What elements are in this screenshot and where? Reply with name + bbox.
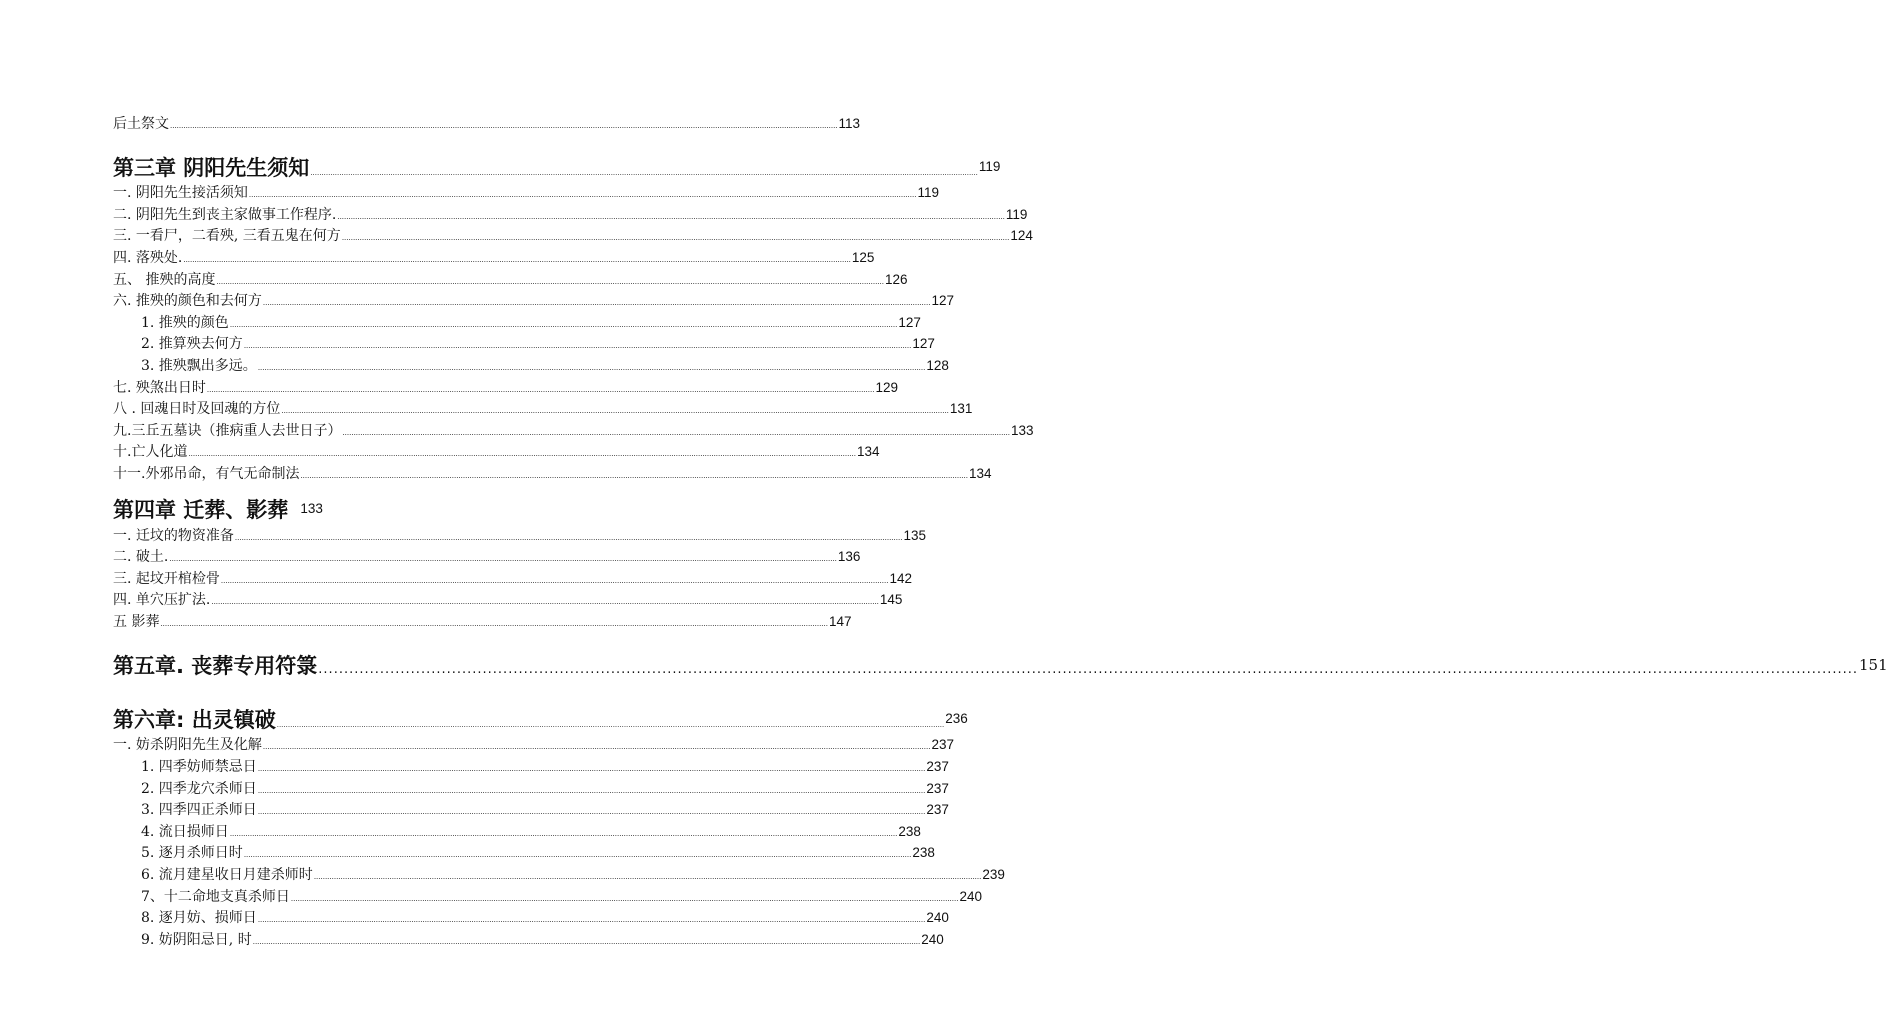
leader-dots: ............................................................................................................................................................................................................................................................................................................ bbox=[257, 916, 926, 925]
toc-entry-page: 113 bbox=[838, 115, 861, 131]
toc-entry-title: 八 . 回魂日时及回魂的方位 bbox=[113, 401, 281, 418]
toc-entry-page: 124 bbox=[1010, 228, 1033, 244]
toc-entry-page: 119 bbox=[1005, 206, 1028, 222]
toc-subentry-title: 2. 四季龙穴杀师日 bbox=[141, 780, 257, 797]
toc-entry-title: 十.亡人化道 bbox=[113, 444, 188, 461]
toc-entry-title: 一. 阴阳先生接活须知 bbox=[113, 185, 248, 202]
leader-dots: ............................................................................................................................................................................................................................................................................................................ bbox=[160, 619, 828, 628]
toc-subentry-title: 4. 流日损师日 bbox=[141, 823, 229, 840]
toc-subentry bbox=[113, 819, 921, 841]
chapter-heading bbox=[113, 639, 1888, 679]
leader-dots: ............................................................................................................................................................................................................................................................................................................ bbox=[252, 937, 921, 946]
toc-subentry bbox=[113, 310, 921, 332]
leader-dots: ............................................................................................................................................................................................................................................................................................................ bbox=[257, 765, 926, 774]
toc-entry bbox=[113, 245, 875, 267]
leader-dots: ............................................................................................................................................................................................................................................................................................................ bbox=[170, 121, 838, 130]
leader-dots: ............................................................................................................................................................................................................................................................................................................ bbox=[310, 168, 978, 177]
toc-entry-page: 135 bbox=[903, 527, 926, 543]
chapter-title: 第五章. 丧葬专用符箓 bbox=[113, 653, 318, 678]
leader-dots: ............................................................................................................................................................................................................................................................................................................ bbox=[188, 450, 856, 459]
toc-subentry bbox=[113, 862, 1005, 884]
leader-dots: ............................................................................................................................................................................................................................................................................................................ bbox=[276, 720, 945, 729]
toc-entry-title: 四. 单穴压扩法. bbox=[113, 592, 211, 609]
chapter-page: 236 bbox=[945, 710, 968, 726]
leader-dots: ............................................................................................................................................................................................................................................................................................................ bbox=[257, 363, 926, 372]
toc-entry-page: 126 bbox=[884, 271, 908, 287]
leader-dots: ............................................................................................................................................................................................................................................................................................................ bbox=[243, 851, 912, 860]
toc-subentry-title: 3. 四季四正杀师日 bbox=[141, 802, 257, 819]
toc-entry-page: 145 bbox=[879, 592, 903, 608]
leader-dots: ............................................................................................................................................................................................................................................................................................................ bbox=[229, 320, 898, 329]
leader-dots: ............................................................................................................................................................................................................................................................................................................ bbox=[229, 829, 898, 838]
toc-entry-title: 九.三丘五墓诀（推病重人去世日子） bbox=[113, 422, 342, 439]
toc-subentry-page: 240 bbox=[959, 888, 982, 904]
toc-entry-page: 136 bbox=[837, 549, 861, 565]
toc-entry bbox=[113, 609, 852, 631]
toc-entry bbox=[113, 202, 1028, 224]
toc-entry-page: 133 bbox=[1010, 422, 1034, 438]
toc-entry bbox=[113, 224, 1033, 246]
toc-subentry-page: 128 bbox=[926, 357, 949, 373]
leader-dots: ............................................................................................................................................................................................................................................................................................................ bbox=[248, 191, 917, 200]
toc-entry bbox=[113, 461, 992, 483]
toc-entry bbox=[113, 397, 973, 419]
toc-entry-title: 四. 落殃处. bbox=[113, 249, 183, 266]
toc-entry bbox=[113, 588, 903, 610]
chapter-page: 133 bbox=[300, 500, 323, 516]
leader-dots: ............................................................................................................................................................................................................................................................................................................ bbox=[313, 873, 982, 882]
toc-subentry-page: 238 bbox=[898, 823, 921, 839]
toc-subentry-title: 1. 四季妨师禁忌日 bbox=[141, 759, 257, 776]
toc-entry-page: 119 bbox=[917, 185, 939, 201]
toc-entry bbox=[113, 418, 1034, 440]
toc-subentry-page: 239 bbox=[982, 867, 1005, 883]
toc-entry bbox=[113, 111, 861, 133]
leader-dots: ............................................................................................................................................................................................................................................................................................................ bbox=[337, 212, 1005, 221]
leader-dots: ............................................................................................................................................................................................................................................................................................................ bbox=[206, 385, 875, 394]
toc-entry-page: 125 bbox=[851, 249, 875, 265]
leader-dots: ............................................................................................................................................................................................................................................................................................................ bbox=[243, 342, 912, 351]
toc-entry-page: 147 bbox=[828, 613, 852, 629]
toc-entry bbox=[113, 181, 939, 203]
toc-subentry bbox=[113, 927, 944, 949]
toc-subentry bbox=[113, 776, 949, 798]
toc-entry bbox=[113, 267, 908, 289]
toc-entry-title: 三. 一看尸，二看殃, 三看五鬼在何方 bbox=[113, 228, 341, 245]
chapter-title: 第四章 迁葬、影葬 bbox=[113, 497, 289, 522]
leader-dots: ............................................................................................................................................................................................................................................................................................................ bbox=[318, 661, 1858, 677]
toc-subentry bbox=[113, 841, 935, 863]
leader-dots: ............................................................................................................................................................................................................................................................................................................ bbox=[183, 255, 851, 264]
toc-subentry bbox=[113, 353, 949, 375]
toc-subentry-page: 237 bbox=[926, 759, 949, 775]
leader-dots: ............................................................................................................................................................................................................................................................................................................ bbox=[216, 277, 884, 286]
toc-entry-page: 134 bbox=[968, 465, 992, 481]
toc-subentry bbox=[113, 332, 935, 354]
chapter-title: 第六章: 出灵镇破 bbox=[113, 707, 276, 732]
toc-entry-page: 134 bbox=[856, 444, 880, 460]
toc-entry-page: 237 bbox=[931, 737, 954, 753]
leader-dots: ............................................................................................................................................................................................................................................................................................................ bbox=[234, 533, 903, 542]
toc-subentry-title: 6. 流月建星收日月建杀师时 bbox=[141, 867, 313, 884]
leader-dots: ............................................................................................................................................................................................................................................................................................................ bbox=[169, 555, 837, 564]
toc-entry-title: 二. 破土. bbox=[113, 549, 169, 566]
toc-entry-title: 七. 殃煞出日时 bbox=[113, 379, 206, 396]
leader-dots: ............................................................................................................................................................................................................................................................................................................ bbox=[342, 428, 1010, 437]
toc-subentry-title: 8. 逐月妨、损师日 bbox=[141, 910, 257, 927]
toc-subentry-title: 2. 推算殃去何方 bbox=[141, 336, 243, 353]
leader-dots: ............................................................................................................................................................................................................................................................................................................ bbox=[262, 299, 931, 308]
toc-entry-title: 五、 推殃的高度 bbox=[113, 271, 216, 288]
toc-subentry bbox=[113, 754, 949, 776]
toc-entry-title: 三. 起坟开棺检骨 bbox=[113, 570, 220, 587]
toc-entry-page: 129 bbox=[875, 379, 898, 395]
toc-subentry-page: 238 bbox=[912, 845, 935, 861]
toc-subentry bbox=[113, 798, 949, 820]
leader-dots: ............................................................................................................................................................................................................................................................................................................ bbox=[281, 407, 949, 416]
toc-entry-title: 后土祭文 bbox=[113, 115, 169, 132]
leader-dots: ............................................................................................................................................................................................................................................................................................................ bbox=[290, 894, 959, 903]
toc-entry-title: 二. 阴阳先生到丧主家做事工作程序. bbox=[113, 206, 337, 223]
chapter-page: 151 bbox=[1859, 655, 1888, 674]
toc-entry bbox=[113, 733, 954, 755]
toc-entry bbox=[113, 375, 898, 397]
toc-entry-title: 十一.外邪吊命，有气无命制法 bbox=[113, 465, 300, 482]
toc-subentry-title: 9. 妨阴阳忌日, 时 bbox=[141, 931, 252, 948]
toc-subentry-title: 7、十二命地支真杀师日 bbox=[141, 888, 290, 905]
leader-dots: ............................................................................................................................................................................................................................................................................................................ bbox=[211, 598, 879, 607]
chapter-heading bbox=[113, 483, 653, 523]
toc-subentry-page: 237 bbox=[926, 780, 949, 796]
leader-dots: ............................................................................................................................................................................................................................................................................................................ bbox=[257, 786, 926, 795]
toc-entry-title: 一. 妨杀阴阳先生及化解 bbox=[113, 737, 262, 754]
toc-subentry-page: 127 bbox=[898, 314, 921, 330]
toc-subentry-page: 240 bbox=[926, 910, 949, 926]
toc-entry-title: 一. 迁坟的物资准备 bbox=[113, 527, 234, 544]
chapter-title: 第三章 阴阳先生须知 bbox=[113, 155, 310, 180]
toc-subentry-page: 127 bbox=[912, 336, 935, 352]
toc-subentry bbox=[113, 906, 949, 928]
toc-subentry-title: 1. 推殃的颜色 bbox=[141, 314, 229, 331]
toc-subentry-title: 3. 推殃飘出多远。 bbox=[141, 357, 257, 374]
toc-entry bbox=[113, 440, 880, 462]
toc-entry bbox=[113, 566, 912, 588]
toc-entry-page: 142 bbox=[889, 570, 912, 586]
toc-entry-page: 131 bbox=[949, 401, 973, 417]
toc-subentry-page: 240 bbox=[921, 931, 944, 947]
toc-entry-page: 127 bbox=[931, 293, 954, 309]
toc-subentry bbox=[113, 884, 982, 906]
toc-entry bbox=[113, 523, 926, 545]
toc-entry-title: 五 影葬 bbox=[113, 613, 160, 630]
chapter-heading bbox=[113, 693, 968, 733]
leader-dots: ............................................................................................................................................................................................................................................................................................................ bbox=[262, 743, 931, 752]
leader-dots: ............................................................................................................................................................................................................................................................................................................ bbox=[341, 234, 1010, 243]
toc-entry-title: 六. 推殃的颜色和去何方 bbox=[113, 293, 262, 310]
chapter-heading bbox=[113, 141, 1001, 181]
toc-entry bbox=[113, 289, 954, 311]
toc-entry bbox=[113, 545, 861, 567]
table-of-contents bbox=[113, 111, 1888, 949]
toc-subentry-title: 5. 逐月杀师日时 bbox=[141, 845, 243, 862]
leader-dots: ............................................................................................................................................................................................................................................................................................................ bbox=[300, 471, 968, 480]
leader-dots: ............................................................................................................................................................................................................................................................................................................ bbox=[220, 576, 889, 585]
toc-subentry-page: 237 bbox=[926, 802, 949, 818]
chapter-page: 119 bbox=[978, 158, 1001, 174]
leader-dots: ............................................................................................................................................................................................................................................................................................................ bbox=[257, 808, 926, 817]
